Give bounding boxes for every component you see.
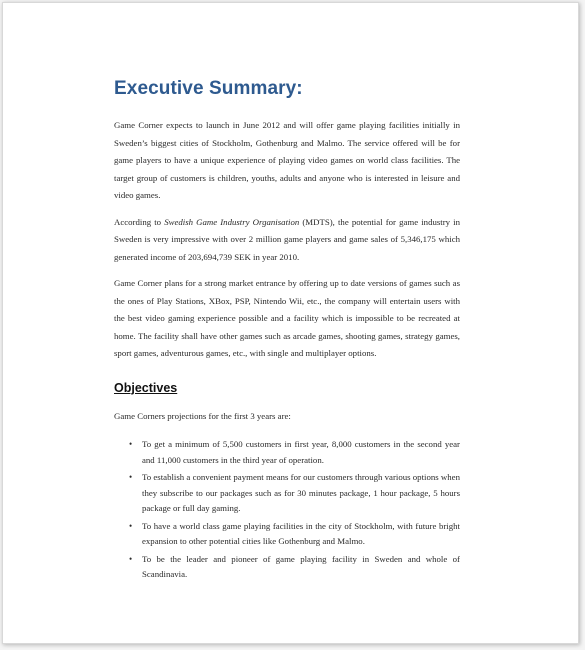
objectives-intro: Game Corners projections for the first 3 years are: (114, 410, 291, 421)
paragraph-2-lead: According to (114, 216, 165, 227)
organisation-name: Swedish Game Industry Organisation (164, 216, 300, 227)
executive-summary-title: Executive Summary: (114, 78, 303, 99)
paragraph-2-rest: (MDTS), the potential for game industry in Sweden is very impressive with over 2 million game players and game sales of 5,346,175 which generated income of 203,694,739 SEK in year 2010. (114, 216, 461, 262)
bullet-icon: • (129, 520, 133, 531)
objective-text-3: To have a world class game playing facilities in the city of Stockholm, with future bright expansion to other potential cities like Gothenburg and Malmo. (142, 520, 460, 546)
objectives-heading: Objectives (114, 380, 178, 395)
summary-paragraph-2 (114, 214, 460, 267)
document-content (114, 77, 460, 585)
objective-text-2: To establish a convenient payment means for our customers through various options when they subscribe to our packages such as for 30 minutes package, 1 hour package, 5 hours package or full day gaming. (142, 472, 460, 513)
objective-item-4 (114, 552, 460, 583)
objective-item-2 (114, 470, 460, 517)
objective-text-1: To get a minimum of 5,500 customers in first year, 8,000 customers in the second year and 11,000 customers in the third year of operation. (142, 439, 460, 465)
objective-item-3 (114, 519, 460, 550)
objectives-list (114, 437, 460, 583)
summary-paragraph-1: Game Corner expects to launch in June 2012 and will offer game playing facilities initially in Sweden’s biggest cities of Stockholm, Gothenburg and Malmo. The service offered will be for game players to have a unique experience of playing video games on world class facilities. The target group of customers is children, youths, adults and anyone who is interested in leisure and video games. (114, 120, 460, 200)
objective-item-1 (114, 437, 460, 468)
objective-text-4: To be the leader and pioneer of game playing facility in Sweden and whole of Scandinavia. (142, 553, 460, 579)
bullet-icon: • (129, 553, 133, 564)
bullet-icon: • (129, 472, 133, 482)
bullet-icon: • (129, 439, 133, 449)
document-page (2, 2, 579, 644)
summary-paragraph-3: Game Corner plans for a strong market entrance by offering up to date versions of games such as the ones of Play Stations, XBox, PSP, Nintendo Wii, etc., the company will entertain users with the best video gaming experience possible and a facility which is impossible to be recreated at home. The facility shall have other games such as arcade games, shooting games, strategy games, sport games, adventurous games, etc., with single and multiplayer options. (114, 278, 460, 358)
